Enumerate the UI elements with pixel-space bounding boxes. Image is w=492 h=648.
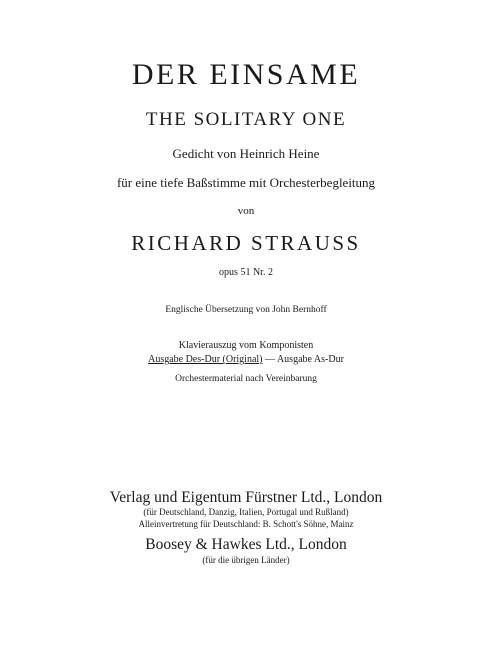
composer-name: RICHARD STRAUSS	[131, 231, 361, 255]
publisher-countries: (für Deutschland, Danzig, Italien, Portugal und Rußland)	[143, 507, 349, 517]
poem-attribution: Gedicht von Heinrich Heine	[172, 146, 320, 161]
edition-line	[0, 355, 492, 365]
german-agency: Alleinvertretung für Deutschland: B. Schott's Söhne, Mainz	[138, 519, 354, 529]
second-publisher-countries: (für die übrigen Länder)	[202, 555, 290, 565]
orchestra-material-note: Orchestermaterial nach Vereinbarung	[175, 374, 317, 384]
publisher-line: Verlag und Eigentum Fürstner Ltd., London	[109, 489, 383, 506]
piano-reduction-note: Klavierauszug vom Komponisten	[178, 340, 314, 351]
original-edition: Ausgabe Des-Dur (Original)	[148, 354, 263, 365]
voicing-description: für eine tiefe Baßstimme mit Orchesterbegleitung	[116, 175, 376, 190]
opus-number: opus 51 Nr. 2	[219, 267, 273, 278]
by-label: von	[237, 205, 255, 217]
alternate-edition: — Ausgabe As-Dur	[262, 354, 344, 365]
translation-credit: Englische Übersetzung von John Bernhoff	[165, 305, 327, 315]
english-title: THE SOLITARY ONE	[145, 109, 347, 130]
second-publisher: Boosey & Hawkes Ltd., London	[145, 536, 347, 553]
page-title: DER EINSAME	[131, 58, 361, 91]
